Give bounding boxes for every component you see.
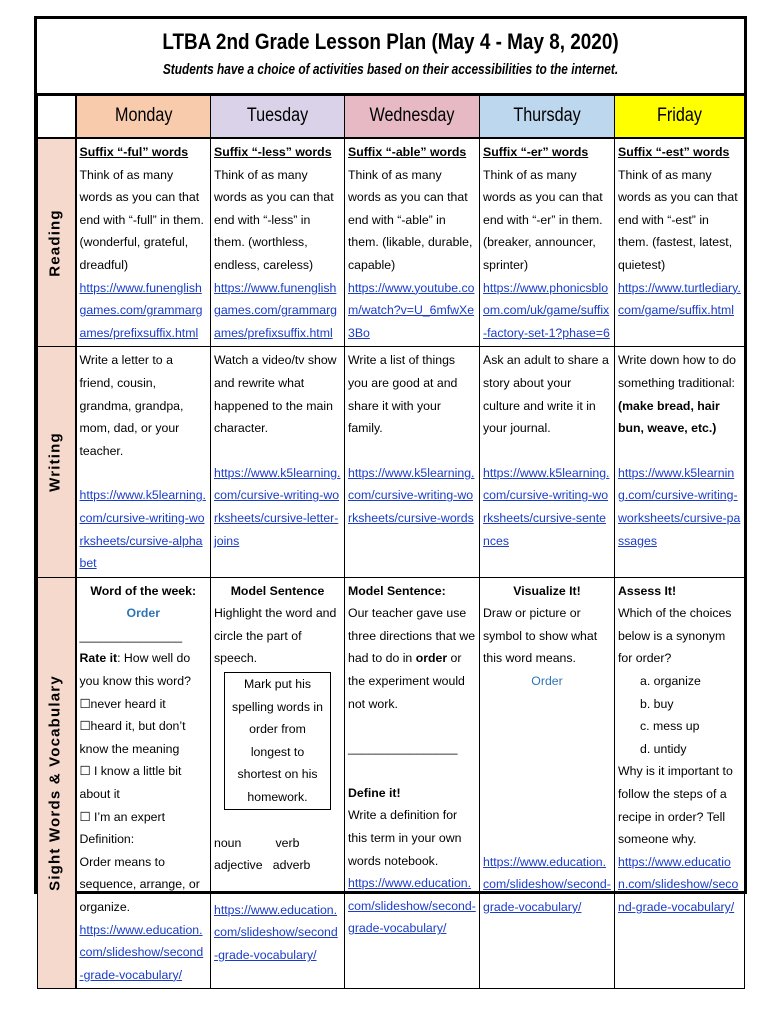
row-label-cell	[38, 577, 76, 989]
activity-text: Write a list of things you are good at and share it with your family.	[348, 353, 458, 436]
resource-link[interactable]: https://www.funenglishgames.com/grammargames/prefixsuffix.html	[214, 280, 338, 340]
day-label: Wednesday	[369, 105, 455, 127]
reading-friday	[615, 138, 745, 347]
activity-text: Think of as many words as you can that end with “-er” in them. (breaker, announcer, sprinter)	[483, 167, 603, 272]
activity-text: Our teacher gave use three directions that we had to do in	[348, 606, 476, 666]
activity-text: Write down how to do something traditional:	[618, 353, 737, 390]
resource-link[interactable]: https://www.k5learning.com/cursive-writing-worksheets/cursive-letter-joins	[214, 465, 341, 548]
activity-heading: Word of the week:	[90, 583, 197, 598]
sight-thursday	[480, 577, 615, 989]
resource-link[interactable]: https://www.education.com/slideshow/second-grade-vocabulary/	[618, 854, 739, 914]
activity-text: Think of as many words as you can that end with “-able” in them. (likable, durable, capable)	[348, 167, 473, 272]
page-subtitle: Students have a choice of activities based on their accessibilities to the internet.	[162, 62, 619, 78]
activity-heading: Suffix “-er” words	[483, 145, 589, 159]
resource-link[interactable]: https://www.education.com/slideshow/second-grade-vocabulary/	[214, 902, 338, 962]
resource-link[interactable]: https://www.k5learning.com/cursive-writing-worksheets/cursive-alphabet	[79, 488, 206, 571]
reading-monday	[76, 138, 211, 347]
rate-label: Rate it	[79, 651, 118, 666]
resource-link[interactable]: https://www.education.com/slideshow/second-grade-vocabulary/	[483, 854, 611, 914]
rating-option[interactable]: ☐never heard it	[79, 696, 166, 711]
reading-row	[38, 138, 745, 347]
day-header-thursday	[480, 96, 615, 139]
sight-wednesday	[345, 577, 480, 989]
row-label-writing: Writing	[46, 432, 64, 492]
definition-label: Definition:	[79, 832, 135, 847]
sight-monday	[76, 577, 211, 989]
writing-friday	[615, 347, 745, 577]
resource-link[interactable]: https://www.funenglishgames.com/grammargames/prefixsuffix.html	[79, 280, 203, 340]
vocab-word: Order	[531, 674, 563, 689]
activity-text: Write a letter to a friend, cousin, grandma, grandpa, mom, dad, or your teacher.	[79, 353, 184, 458]
sight-words-row	[38, 577, 745, 989]
page-title: LTBA 2nd Grade Lesson Plan (May 4 - May 8, 2020)	[162, 29, 619, 54]
activity-text: Ask an adult to share a story about your culture and write it in your journal.	[483, 353, 609, 436]
activity-text: Which of the choices below is a synonym for order?	[618, 606, 732, 666]
activity-heading: Assess It!	[618, 583, 677, 598]
header-corner	[38, 96, 76, 139]
activity-heading: Suffix “-est” words	[618, 145, 730, 159]
resource-link[interactable]: https://www.phonicsbloom.com/uk/game/suffix-factory-set-1?phase=6	[483, 280, 610, 340]
activity-text: Watch a video/tv show and rewrite what happened to the main character.	[214, 353, 337, 436]
blank-line: _______________	[79, 628, 183, 643]
activity-heading: Suffix “-able” words	[348, 145, 467, 159]
activity-text: or the experiment would not work.	[348, 651, 465, 711]
answer-choice[interactable]: a. organize	[640, 674, 701, 689]
activity-heading: Visualize It!	[513, 583, 581, 598]
resource-link[interactable]: https://www.turtlediary.com/game/suffix.html	[618, 280, 741, 318]
blank-line: ________________	[348, 741, 458, 756]
resource-link[interactable]: https://www.education.com/slideshow/second-grade-vocabulary/	[348, 876, 476, 936]
activity-heading: Model Sentence	[230, 583, 325, 598]
resource-link[interactable]: https://www.k5learning.com/cursive-writing-worksheets/cursive-sentences	[483, 465, 610, 548]
row-label-sight-words: Sight Words & Vocabulary	[46, 675, 64, 891]
day-header-wednesday	[345, 96, 480, 139]
part-of-speech[interactable]: adjective	[214, 858, 263, 873]
activity-text: Think of as many words as you can that end with “-est” in them. (fastest, latest, quietest)	[618, 167, 738, 272]
writing-thursday	[480, 347, 615, 577]
rating-option[interactable]: ☐heard it, but don’t know the meaning	[79, 719, 186, 756]
activity-heading: Suffix “-less” words	[214, 145, 332, 159]
activity-text: Highlight the word and circle the part of speech.	[214, 606, 337, 666]
activity-examples: (make bread, hair bun, weave, etc.)	[618, 398, 720, 436]
rating-option[interactable]: ☐ I’m an expert	[79, 809, 166, 824]
sight-tuesday	[211, 577, 345, 989]
sight-friday	[615, 577, 745, 989]
lesson-plan-table	[37, 95, 745, 989]
discussion-question: Why is it important to follow the steps of a recipe in order? Tell someone why.	[618, 764, 733, 847]
activity-text: Draw or picture or symbol to show what this word means.	[483, 606, 598, 666]
resource-link[interactable]: https://www.k5learning.com/cursive-writing-worksheets/cursive-words	[348, 465, 475, 525]
writing-wednesday	[345, 347, 480, 577]
writing-monday	[76, 347, 211, 577]
resource-link[interactable]: https://www.education.com/slideshow/second-grade-vocabulary/	[79, 922, 204, 982]
day-label: Friday	[657, 105, 702, 127]
row-label-cell	[38, 138, 76, 347]
model-sentence-box: Mark put his spelling words in order from longest to shortest on his homework.	[224, 672, 331, 810]
part-of-speech[interactable]: noun	[214, 835, 242, 850]
day-label: Tuesday	[246, 105, 309, 127]
title-block	[37, 19, 744, 95]
day-label: Monday	[114, 105, 172, 127]
activity-heading: Model Sentence:	[348, 583, 446, 598]
rate-text: : How well do you know this word?	[79, 651, 191, 689]
highlighted-word: order	[415, 651, 448, 666]
reading-wednesday	[345, 138, 480, 347]
day-header-friday	[615, 96, 745, 139]
define-text: Write a definition for this term in your own words notebook.	[348, 808, 462, 868]
resource-link[interactable]: https://www.youtube.com/watch?v=U_6mfwXe3Bo	[348, 280, 475, 340]
word-of-week: Order	[126, 606, 160, 621]
activity-heading: Suffix “-ful” words	[79, 145, 189, 159]
reading-tuesday	[211, 138, 345, 347]
activity-text: Think of as many words as you can that end with “-full” in them. (wonderful, grateful, dreadful)	[79, 167, 204, 272]
day-header-tuesday	[211, 96, 345, 139]
writing-row	[38, 347, 745, 577]
activity-text: Think of as many words as you can that end with “-less” in them. (worthless, endless, careless)	[214, 167, 334, 272]
day-label: Thursday	[513, 105, 581, 127]
part-of-speech[interactable]: verb	[275, 835, 300, 850]
writing-tuesday	[211, 347, 345, 577]
answer-choice[interactable]: d. untidy	[640, 741, 687, 756]
reading-thursday	[480, 138, 615, 347]
row-label-reading: Reading	[46, 208, 64, 277]
answer-choice[interactable]: b. buy	[640, 696, 674, 711]
define-label: Define it!	[348, 785, 401, 800]
row-label-cell	[38, 347, 76, 577]
part-of-speech[interactable]: adverb	[272, 858, 311, 873]
lesson-plan-sheet	[34, 16, 747, 982]
resource-link[interactable]: https://www.k5learning.com/cursive-writing-worksheets/cursive-passages	[618, 465, 741, 548]
rating-option[interactable]: ☐ I know a little bit about it	[79, 764, 182, 802]
day-header-row	[38, 96, 745, 139]
definition-text: Order means to sequence, arrange, or organize.	[79, 854, 200, 914]
day-header-monday	[76, 96, 211, 139]
answer-choice[interactable]: c. mess up	[640, 719, 700, 734]
